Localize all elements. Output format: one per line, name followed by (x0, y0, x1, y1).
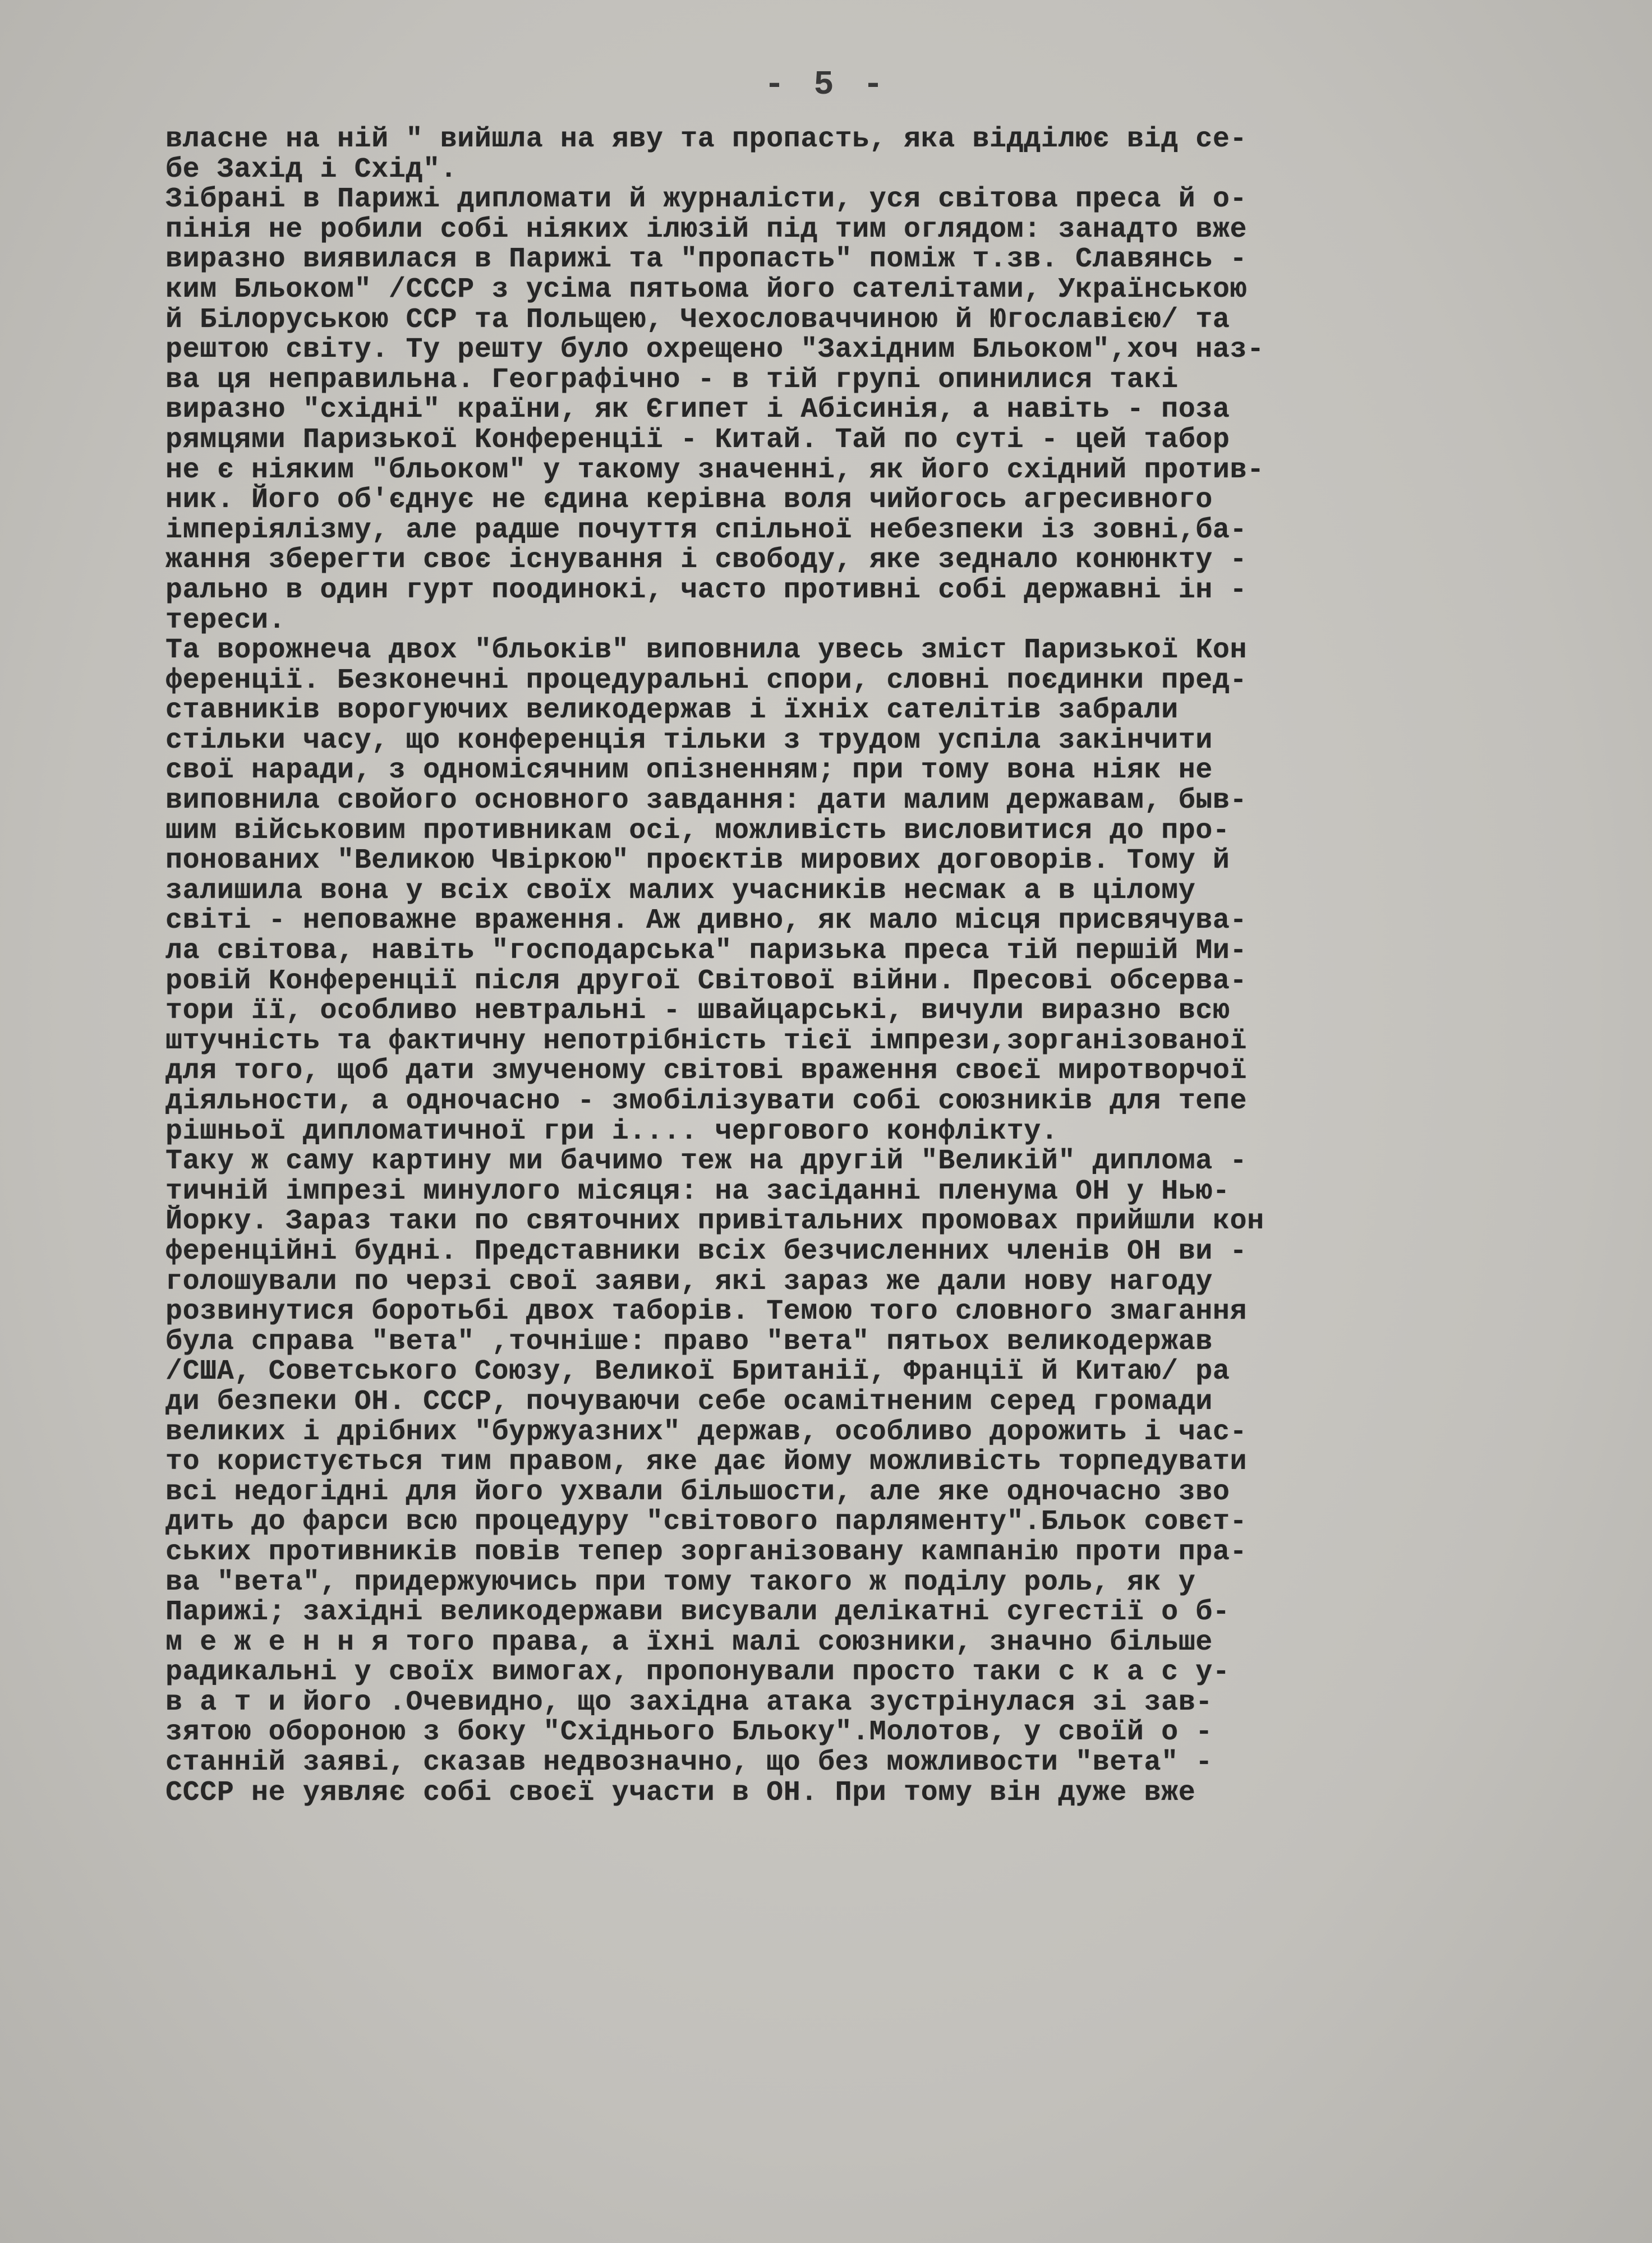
text-line: шим військовим противникам осі, можливість висловитися до про- (165, 814, 1230, 847)
text-line: то користується тим правом, яке дає йому можливість торпедувати (165, 1446, 1248, 1479)
text-line: й Білоруською ССР та Польщею, Чехословаччиною й Югославією/ та (165, 303, 1230, 336)
text-line: всі недогідні для його ухвали більшости, але яке одночасно зво (165, 1476, 1230, 1508)
text-line: діяльности, а одночасно - змобілізувати собі союзників для тепе (165, 1085, 1248, 1117)
text-line: дить до фарси всю процедуру "світового парляменту".Бльок совєт- (165, 1506, 1248, 1539)
text-line: ди безпеки ОН. СССР, почуваючи себе осамітненим серед громади (165, 1385, 1213, 1418)
text-line: станній заяві, сказав недвозначно, що без можливости "вета" - (165, 1747, 1213, 1779)
text-line: Таку ж саму картину ми бачимо теж на другій "Великій" диплома - (165, 1145, 1248, 1178)
text-line: залишила вона у всіх своїх малих учасників несмак а в цілому (165, 874, 1196, 907)
text-line: ференції. Безконечні процедуральні спори, словні поєдинки пред- (165, 664, 1248, 697)
text-line: м е ж е н н я того права, а їхні малі союзники, значно більше (165, 1626, 1213, 1659)
text-line: рямцями Паризької Конференції - Китай. Тай по суті - цей табор (165, 423, 1230, 456)
text-line (165, 1808, 1523, 1838)
text-line: рештою світу. Ту решту було охрещено "Західним Бльоком",хоч наз- (165, 334, 1264, 366)
text-line: власне на ній " вийшла на яву та пропасть, яка відділює від се- (165, 123, 1248, 155)
text-line: тичній імпрезі минулого місяця: на засіданні пленума ОН у Нью- (165, 1175, 1230, 1208)
text-line: рально в один гурт поодинокі, часто противні собі державні ін - (165, 574, 1248, 606)
text-line: тори її, особливо невтральні - швайцарські, вичули виразно всю (165, 995, 1230, 1028)
text-line: ник. Його об'єднує не єдина керівна воля чийогось агресивного (165, 484, 1213, 517)
text-line: виразно "східні" країни, як Єгипет і Абісинія, а навіть - поза (165, 394, 1230, 426)
text-line: розвинутися боротьбі двох таборів. Темою того словного змагання (165, 1296, 1248, 1328)
text-line: рішньої дипломатичної гри і.... чергового конфлікту. (165, 1115, 1059, 1148)
text-line: ва ця неправильна. Географічно - в тій групі опинилися такі (165, 363, 1179, 396)
text-line: тереси. (165, 604, 286, 637)
text-line: для того, щоб дати змученому світові враження своєї миротворчої (165, 1055, 1248, 1088)
text-line: ровій Конференції після другої Світової війни. Пресові обсерва- (165, 965, 1248, 997)
text-line: жання зберегти своє існування і свободу, яке зеднало конюнкту - (165, 544, 1248, 577)
text-line: була справа "вета" ,точніше: право "вета" пятьох великодержав (165, 1325, 1213, 1358)
text-line: стільки часу, що конференція тільки з трудом успіла закінчити (165, 724, 1213, 757)
text-line: в а т и його .Очевидно, що західна атака зустрінулася зі зав- (165, 1686, 1213, 1719)
text-line: виповнила свойого основного завдання: дати малим державам, быв- (165, 785, 1248, 817)
text-line: /США, Советського Союзу, Великої Британії, Франції й Китаю/ ра (165, 1356, 1230, 1388)
text-line: зятою обороною з боку "Східнього Бльоку".Молотов, у своїй о - (165, 1716, 1213, 1749)
text-line: свої наради, з одномісячним опізненням; при тому вона ніяк не (165, 754, 1213, 787)
text-line: пінія не робили собі ніяких ілюзій під тим оглядом: занадто вже (165, 213, 1248, 246)
text-line: імперіялізму, але радше почуття спільної небезпеки із зовні,ба- (165, 514, 1248, 546)
text-line: понованих "Великою Чвіркою" проєктів мирових договорів. Тому й (165, 845, 1230, 877)
text-line: Йорку. Зараз таки по святочних привітальних промовах прийшли кон (165, 1205, 1264, 1238)
body-text (165, 125, 1523, 1838)
text-line: виразно виявилася в Парижі та "пропасть" поміж т.зв. Славянсь - (165, 243, 1248, 276)
text-line: бе Захід і Схід". (165, 153, 458, 186)
text-line: СССР не уявляє собі своєї участи в ОН. При тому він дуже вже (165, 1776, 1196, 1809)
text-line: не є ніяким "бльоком" у такому значенні, як його східний против- (165, 454, 1264, 486)
text-line: Зібрані в Парижі дипломати й журналісти, уся світова преса й о- (165, 183, 1248, 216)
page-number: - 5 - (764, 66, 888, 104)
text-line: ва "вета", придержуючись при тому такого ж поділу роль, як у (165, 1566, 1196, 1599)
text-line: світі - неповажне враження. Аж дивно, як мало місця присвячува- (165, 905, 1248, 937)
text-line: Та ворожнеча двох "бльоків" виповнила увесь зміст Паризької Кон (165, 634, 1248, 667)
text-line: радикальні у своїх вимогах, пропонували просто таки с к а с у- (165, 1656, 1230, 1689)
text-line: Парижі; західні великодержави висували делікатні сугестії о б- (165, 1596, 1230, 1629)
text-line: ських противників повів тепер зорганізовану кампанію проти пра- (165, 1536, 1248, 1568)
text-line: ким Бльоком" /СССР з усіма пятьома його сателітами, Українською (165, 273, 1248, 306)
text-line: ставників ворогуючих великодержав і їхніх сателітів забрали (165, 694, 1179, 727)
text-line: ференційні будні. Представники всіх безчисленних членів ОН ви - (165, 1235, 1248, 1268)
text-line: штучність та фактичну непотрібність тієї імпрези,зорганізованої (165, 1025, 1248, 1057)
text-line: голошували по черзі свої заяви, які зараз же дали нову нагоду (165, 1265, 1213, 1298)
text-line: ла світова, навіть "господарська" паризька преса тій першій Ми- (165, 935, 1248, 968)
text-line: великих і дрібних "буржуазних" держав, особливо дорожить і час- (165, 1416, 1248, 1448)
